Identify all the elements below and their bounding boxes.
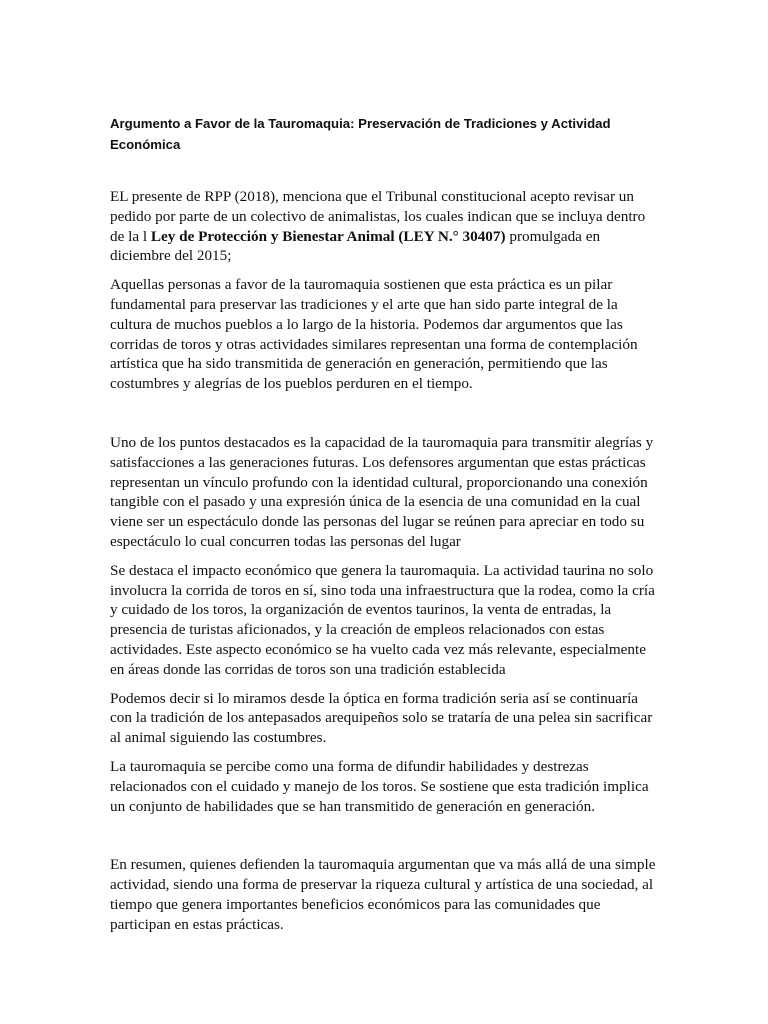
document-body <box>110 113 662 935</box>
paragraph-1-end: promulgada en diciembre del 2015; <box>110 227 601 265</box>
paragraph-4 <box>110 561 662 680</box>
paragraph-6: La tauromaquia se percibe como una forma de difundir habilidades y destrezas relacionados con el cuidado y manejo de los toros. Se sostiene que esta tradición implica un conjunto de habilidades que se han transmitido de generación en generación. <box>110 757 649 815</box>
paragraph-4-text: Se destaca el impacto económico que genera la tauromaquia. La actividad taurina no solo involucra la corrida de toros en sí, sino toda una infraestructura que la rodea, como la cría y cuidado de los toros, la organización de eventos taurinos, la venta de entradas, la presencia de turistas aficionados, y la creación de empleos relacionados con estas actividades. Este aspecto económico se ha vuelto cada vez más relevante, especialmente en áreas donde las corridas de toros son una tradición establecida <box>110 561 655 678</box>
law-name: Ley de Protección y Bienestar Animal (LEY N.° 30407) <box>150 227 506 245</box>
paragraph-1-intro: EL presente de RPP (2018), menciona que el Tribunal constitucional acepto revisar un pedido por parte de un colectivo de animalistas, los cuales indican que se incluya dentro de la l <box>110 188 646 245</box>
paragraph-5: Podemos decir si lo miramos desde la óptica en forma tradición seria así se continuaría con la tradición de los antepasados arequipeños solo se trataría de una pelea sin sacrificar al animal siguiendo las costumbres. <box>110 689 653 747</box>
document-title: Argumento a Favor de la Tauromaquia: Preservación de Tradiciones y Actividad Económica <box>110 116 611 152</box>
paragraph-7: En resumen, quienes defienden la tauromaquia argumentan que va más allá de una simple actividad, siendo una forma de preservar la riqueza cultural y artística de una sociedad, al tiempo que genera importantes beneficios económicos para las comunidades que participan en estas prácticas. <box>110 856 656 933</box>
paragraph-1 <box>110 187 662 266</box>
paragraph-3: Uno de los puntos destacados es la capacidad de la tauromaquia para transmitir alegrías y satisfacciones a las generaciones futuras. Los defensores argumentan que estas prácticas representan un vínculo profundo con la identidad cultural, proporcionando una conexión tangible con el pasado y una expresión única de la esencia de una comunidad en la cual viene ser un espectáculo donde las personas del lugar se reúnen para apreciar en todo su espectáculo lo cual concurren todas las personas del lugar <box>110 433 654 550</box>
paragraph-2: Aquellas personas a favor de la tauromaquia sostienen que esta práctica es un pilar fundamental para preservar las tradiciones y el arte que han sido parte integral de la cultura de muchos pueblos a lo largo de la historia. Podemos dar argumentos que las corridas de toros y otras actividades similares representan una forma de contemplación artística que ha sido transmitida de generación en generación, permitiendo que las costumbres y alegrías de los pueblos perduren en el tiempo. <box>110 276 638 393</box>
